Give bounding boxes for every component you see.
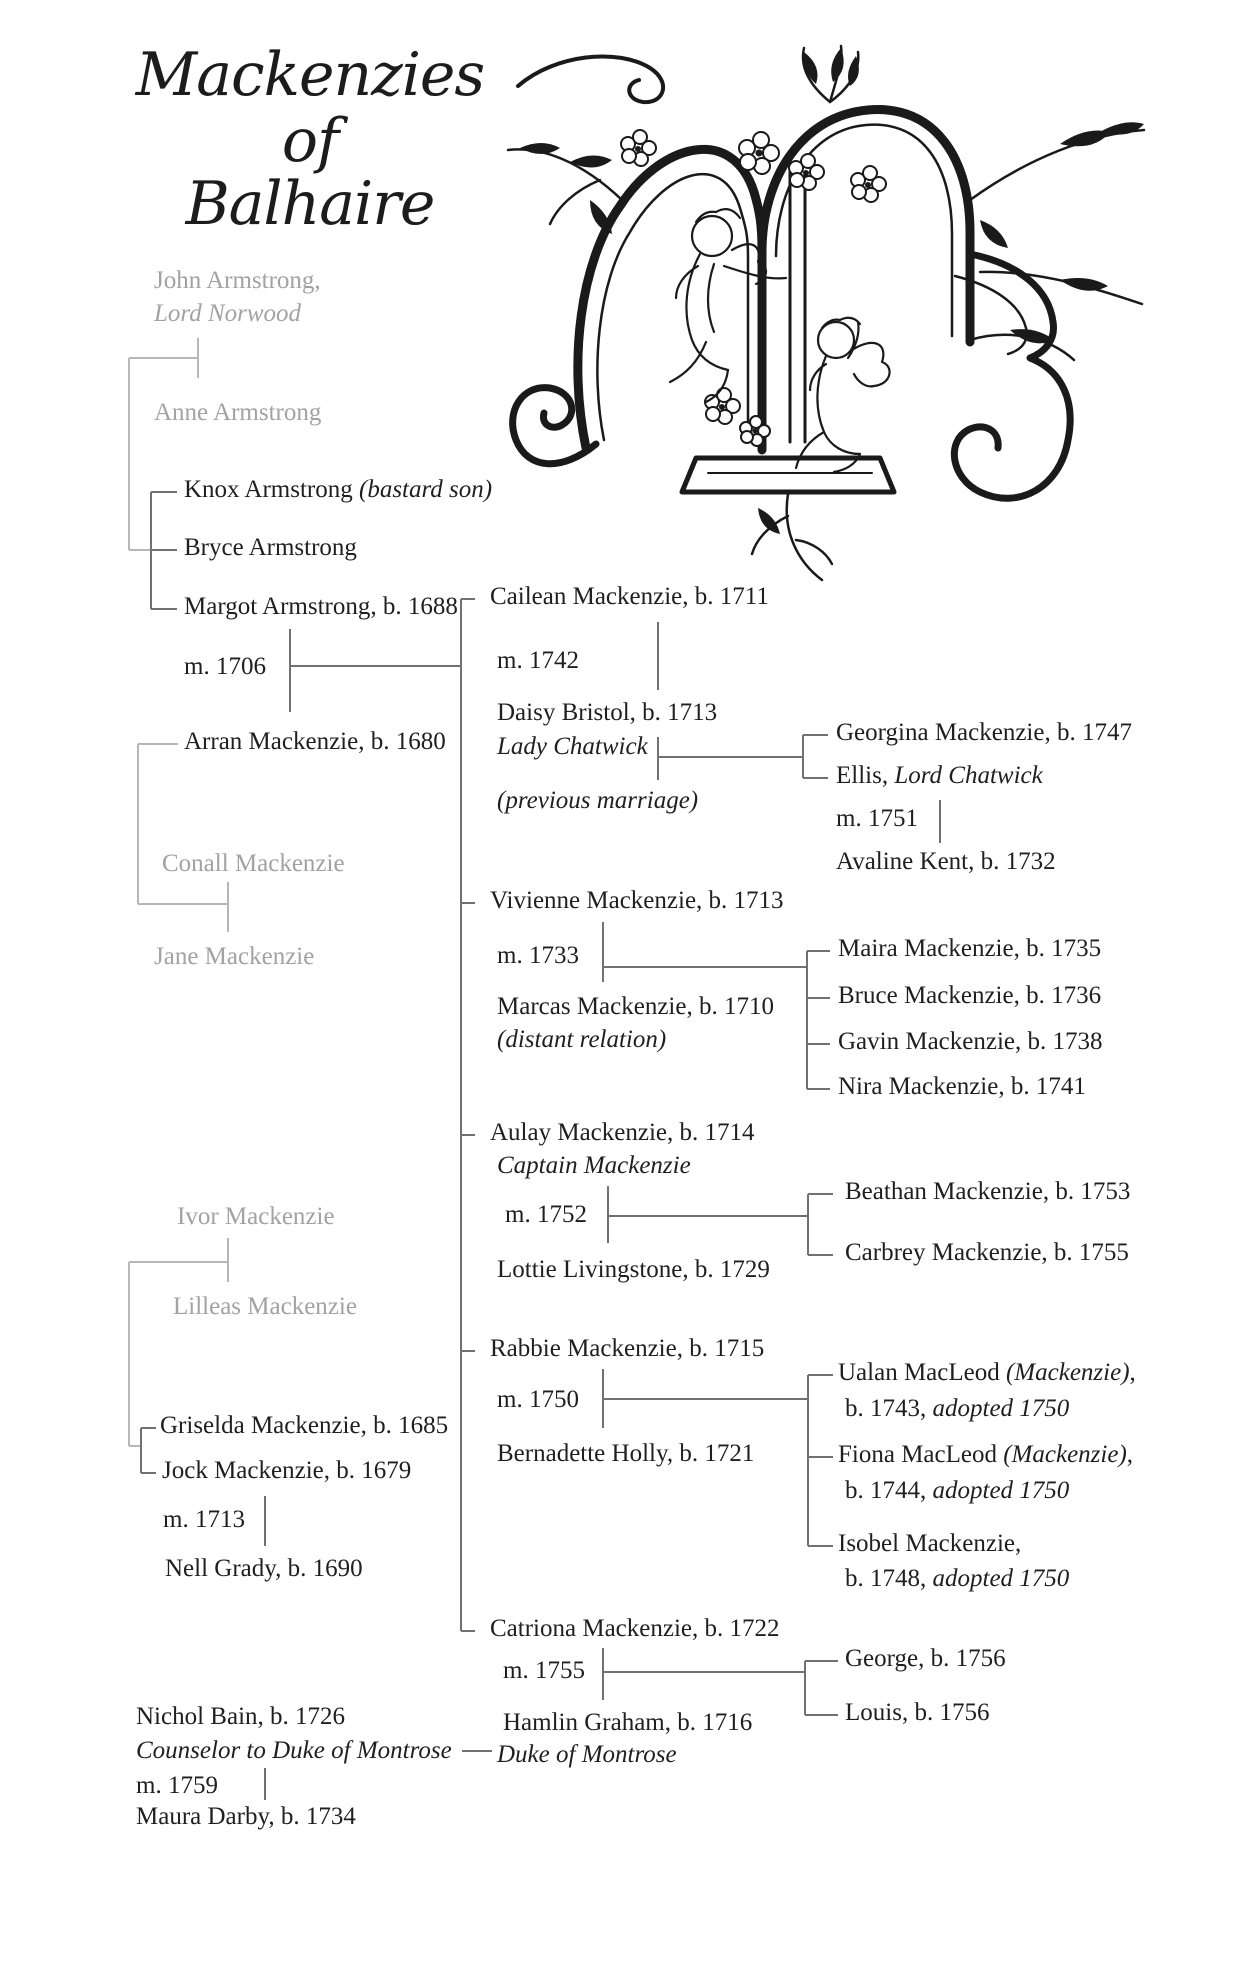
person-label-anne [154, 400, 321, 426]
label-text: , [1126, 1441, 1134, 1468]
label-text: Bruce Mackenzie, b. 1736 [838, 982, 1102, 1009]
person-label-catriona [490, 1616, 780, 1642]
label-text: (previous marriage) [497, 787, 699, 814]
person-label-hamlin [503, 1710, 752, 1736]
person-label-aulay [490, 1120, 755, 1146]
person-label-prev-marriage [497, 788, 698, 814]
label-text: m. 1733 [497, 942, 579, 969]
person-label-jock [162, 1458, 411, 1484]
label-text: m. 1713 [163, 1506, 245, 1533]
person-label-lilleas [173, 1294, 357, 1320]
label-text: John Armstrong, [154, 267, 321, 294]
person-label-lottie [497, 1257, 770, 1283]
person-label-nell [165, 1556, 363, 1582]
label-text: Marcas Mackenzie, b. 1710 [497, 993, 774, 1020]
person-label-georgina [836, 720, 1132, 746]
label-text: Ellis, [836, 762, 895, 789]
label-text: b. 1748, [845, 1565, 933, 1592]
label-text: Louis, b. 1756 [845, 1699, 990, 1726]
label-text: Avaline Kent, b. 1732 [836, 848, 1056, 875]
label-text: m. 1706 [184, 653, 266, 680]
person-label-nira [838, 1074, 1086, 1100]
label-text: Aulay Mackenzie, b. 1714 [490, 1119, 755, 1146]
label-text: Ivor Mackenzie [177, 1203, 335, 1230]
cherub-right-icon [796, 318, 890, 472]
person-label-m1713 [163, 1507, 245, 1533]
person-label-captain [497, 1153, 691, 1179]
label-text: Daisy Bristol, b. 1713 [497, 699, 718, 726]
person-label-distant-rel [497, 1027, 666, 1053]
person-label-ualan-2 [845, 1396, 1069, 1422]
label-text: Arran Mackenzie, b. 1680 [184, 728, 446, 755]
person-label-marcas [497, 994, 774, 1020]
person-label-isobel-1 [838, 1531, 1021, 1557]
person-label-nichol [136, 1704, 345, 1730]
label-text: m. 1759 [136, 1772, 218, 1799]
label-text: m. 1752 [505, 1201, 587, 1228]
label-text: (distant relation) [497, 1026, 667, 1053]
label-text: , [1129, 1359, 1136, 1386]
label-text: Carbrey Mackenzie, b. 1755 [845, 1239, 1129, 1266]
person-label-m1750 [497, 1387, 579, 1413]
person-label-isobel-2 [845, 1566, 1069, 1592]
person-label-fiona-2 [845, 1478, 1069, 1504]
engraved-initial-m-icon [500, 40, 1160, 620]
person-label-bryce [184, 535, 357, 561]
label-text: Gavin Mackenzie, b. 1738 [838, 1028, 1103, 1055]
person-label-arran [184, 729, 446, 755]
person-label-gavin [838, 1029, 1103, 1055]
label-text: Lottie Livingstone, b. 1729 [497, 1256, 770, 1283]
label-text: Conall Mackenzie [162, 850, 345, 877]
label-text: Bryce Armstrong [184, 534, 357, 561]
person-label-daisy [497, 700, 717, 726]
label-text: Ualan MacLeod [838, 1359, 1006, 1386]
person-label-bruce [838, 983, 1101, 1009]
label-text: m. 1742 [497, 647, 579, 674]
label-text: Anne Armstrong [154, 399, 322, 426]
label-text: Hamlin Graham, b. 1716 [503, 1709, 753, 1736]
label-text: Nira Mackenzie, b. 1741 [838, 1073, 1086, 1100]
label-text: Rabbie Mackenzie, b. 1715 [490, 1335, 765, 1362]
person-label-conall [162, 851, 345, 877]
person-label-john [154, 268, 321, 294]
label-text: (Mackenzie) [1003, 1441, 1127, 1468]
person-label-cailean [490, 584, 769, 610]
label-text: m. 1755 [503, 1657, 585, 1684]
label-text: George, b. 1756 [845, 1645, 1006, 1672]
person-label-vivienne [490, 888, 784, 914]
person-label-rabbie [490, 1336, 764, 1362]
person-label-lady-chatwick [497, 734, 648, 760]
label-text: Fiona MacLeod [838, 1441, 1004, 1468]
person-label-margot [184, 594, 458, 620]
label-text: adopted 1750 [932, 1477, 1070, 1504]
person-label-beathan [845, 1179, 1130, 1205]
person-label-ellis [836, 763, 1043, 789]
person-label-m1706 [184, 654, 266, 680]
label-text: Lilleas Mackenzie [173, 1293, 357, 1320]
label-text: Isobel Mackenzie, [838, 1530, 1022, 1557]
label-text: Jane Mackenzie [154, 943, 315, 970]
title-line-1: Mackenzies of [135, 40, 485, 176]
person-label-bernadette [497, 1441, 754, 1467]
label-text: Lord Norwood [154, 300, 302, 327]
person-label-jane [154, 944, 314, 970]
label-text: Nichol Bain, b. 1726 [136, 1703, 346, 1730]
page-title [110, 40, 510, 239]
label-text: Jock Mackenzie, b. 1679 [162, 1457, 412, 1484]
person-label-george [845, 1646, 1006, 1672]
person-label-knox [184, 477, 492, 503]
label-text: Captain Mackenzie [497, 1152, 691, 1179]
label-text: Duke of Montrose [497, 1741, 677, 1768]
person-label-m1751 [836, 806, 918, 832]
label-text: Counselor to Duke of Montrose [136, 1737, 452, 1764]
label-text: (Mackenzie) [1005, 1359, 1130, 1386]
cherub-left-icon [670, 209, 786, 402]
label-text: b. 1743, [845, 1395, 933, 1422]
label-text: Griselda Mackenzie, b. 1685 [160, 1412, 449, 1439]
label-text: Maura Darby, b. 1734 [136, 1803, 356, 1830]
person-label-m1759 [136, 1773, 218, 1799]
label-text: Maira Mackenzie, b. 1735 [838, 935, 1102, 962]
label-text: Lord Chatwick [894, 762, 1043, 789]
person-label-fiona-1 [838, 1442, 1133, 1468]
label-text: Beathan Mackenzie, b. 1753 [845, 1178, 1131, 1205]
label-text: Bernadette Holly, b. 1721 [497, 1440, 755, 1467]
blossom-cluster [621, 130, 886, 446]
label-text: b. 1744, [845, 1477, 933, 1504]
person-label-m1742 [497, 648, 579, 674]
label-text: Lady Chatwick [497, 733, 648, 760]
label-text: Catriona Mackenzie, b. 1722 [490, 1615, 780, 1642]
person-label-louis [845, 1700, 989, 1726]
label-text: m. 1750 [497, 1386, 579, 1413]
person-label-maira [838, 936, 1101, 962]
person-label-ivor [177, 1204, 335, 1230]
label-text: adopted 1750 [932, 1565, 1070, 1592]
person-label-m1752 [505, 1202, 587, 1228]
label-text: Knox Armstrong [184, 476, 359, 503]
person-label-maura [136, 1804, 356, 1830]
person-label-m1733 [497, 943, 579, 969]
label-text: Georgina Mackenzie, b. 1747 [836, 719, 1132, 746]
label-text: Cailean Mackenzie, b. 1711 [490, 583, 769, 610]
label-text: adopted 1750 [932, 1395, 1070, 1422]
title-line-2: Balhaire [185, 169, 435, 239]
label-text: m. 1751 [836, 805, 918, 832]
label-text: Nell Grady, b. 1690 [165, 1555, 363, 1582]
person-label-griselda [160, 1413, 448, 1439]
person-label-avaline [836, 849, 1056, 875]
person-label-lord-norwood [154, 301, 301, 327]
person-label-counselor [136, 1738, 452, 1764]
person-label-m1755 [503, 1658, 585, 1684]
person-label-carbrey [845, 1240, 1129, 1266]
label-text: (bastard son) [359, 476, 493, 503]
label-text: Vivienne Mackenzie, b. 1713 [490, 887, 784, 914]
label-text: Margot Armstrong, b. 1688 [184, 593, 458, 620]
person-label-duke [497, 1742, 677, 1768]
person-label-ualan-1 [838, 1360, 1136, 1386]
